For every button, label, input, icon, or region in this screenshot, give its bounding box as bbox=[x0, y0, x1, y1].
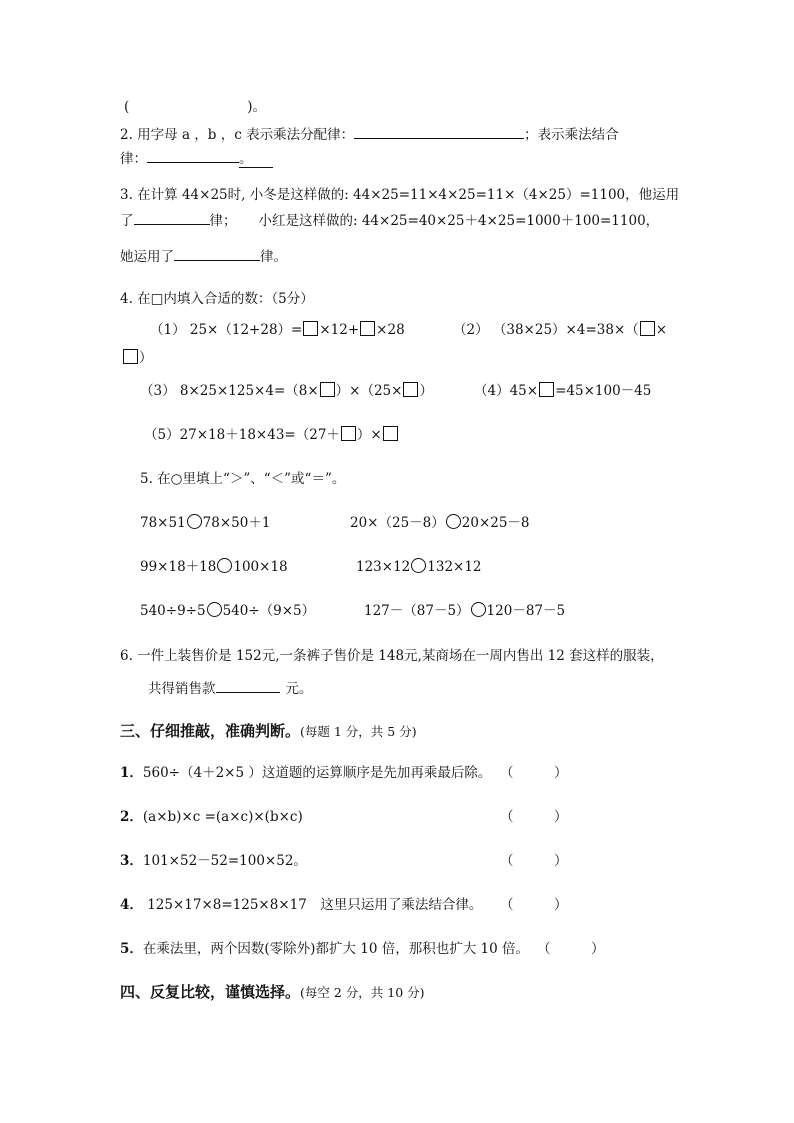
question-4-title: 4. 在□内填入合适的数：（5分） bbox=[120, 291, 314, 307]
q4-part-2-cont: ） bbox=[122, 349, 153, 367]
answer-box[interactable] bbox=[320, 382, 335, 397]
q1-tail: ( )。 bbox=[124, 99, 267, 115]
q4-part-4: （4）45× =45×100－45 bbox=[474, 383, 652, 399]
judge-paren-3[interactable]: （ ） bbox=[500, 853, 568, 869]
answer-blank[interactable] bbox=[134, 210, 210, 225]
question-3-line2: 了 律； 小红是这样做的: 44×25=40×25＋4×25=1000＋100=1100， bbox=[120, 210, 659, 230]
compare-circle[interactable] bbox=[187, 514, 202, 529]
q5-row-1-right: 20×（25－8） 20×25－8 bbox=[350, 515, 530, 531]
compare-circle[interactable] bbox=[207, 602, 222, 617]
answer-blank[interactable] bbox=[216, 678, 280, 693]
answer-blank[interactable] bbox=[174, 246, 260, 261]
judge-paren-2[interactable]: （ ） bbox=[500, 809, 568, 825]
compare-circle[interactable] bbox=[217, 558, 232, 573]
q4-part-2: （2） （38×25）×4=38×（ × bbox=[453, 322, 668, 338]
judge-paren-4[interactable]: （ ） bbox=[500, 897, 568, 913]
answer-box[interactable] bbox=[123, 349, 138, 364]
answer-box[interactable] bbox=[539, 382, 554, 397]
answer-box[interactable] bbox=[360, 321, 375, 336]
judge-item-2: 2．(a×b)×c =(a×c)×(b×c) bbox=[120, 809, 303, 825]
question-2-line2: 律： 。 bbox=[120, 148, 273, 168]
q5-row-3-left: 540÷9÷5 540÷（9×5） bbox=[140, 603, 316, 619]
answer-box[interactable] bbox=[403, 382, 418, 397]
compare-circle[interactable] bbox=[411, 558, 426, 573]
q4-part-5: （5）27×18＋18×43=（27＋ ）× bbox=[144, 426, 399, 444]
answer-box[interactable] bbox=[640, 321, 655, 336]
compare-circle[interactable] bbox=[446, 514, 461, 529]
question-6-line2: 共得销售款 元。 bbox=[148, 678, 313, 698]
q4-part-1: （1） 25×（12+28）= ×12+ ×28 bbox=[150, 322, 405, 338]
answer-blank[interactable] bbox=[147, 148, 239, 163]
question-2: 2. 用字母 a ，b ，c 表示乘法分配律： ；表示乘法结合 bbox=[120, 124, 619, 144]
q5-row-2-left: 99×18＋18 100×18 bbox=[140, 559, 288, 575]
section-4-heading: 四、反复比较，谨慎选择。(每空 2 分，共 10 分) bbox=[120, 983, 425, 1001]
judge-item-4: 4． 125×17×8=125×8×17 这里只运用了乘法结合律。 bbox=[120, 897, 483, 913]
answer-box[interactable] bbox=[303, 321, 318, 336]
judge-paren-5[interactable]: （ ） bbox=[536, 941, 605, 957]
q5-row-1-left: 78×51 78×50＋1 bbox=[140, 515, 271, 531]
question-6: 6. 一件上装售价是 152元,一条裤子售价是 148元,某商场在一周内售出 12 套这样的服装， bbox=[120, 648, 664, 664]
q5-row-2-right: 123×12 132×12 bbox=[356, 559, 482, 575]
judge-item-1: 1．560÷（4＋2×5 ）这道题的运算顺序是先加再乘最后除。 bbox=[120, 765, 492, 781]
question-5-title: 5. 在○里填上“＞”、“＜”或“＝”。 bbox=[140, 471, 346, 487]
question-3-line3: 她运用了 律。 bbox=[120, 246, 287, 266]
judge-item-3: 3．101×52－52=100×52。 bbox=[120, 853, 307, 869]
compare-circle[interactable] bbox=[471, 602, 486, 617]
q5-row-3-right: 127－（87－5） 120－87－5 bbox=[364, 603, 566, 619]
judge-item-5: 5．在乘法里，两个因数(零除外)都扩大 10 倍，那积也扩大 10 倍。 （ ） bbox=[120, 941, 605, 957]
question-3: 3. 在计算 44×25时, 小冬是这样做的: 44×25=11×4×25=11×（4×25）=1100，他运用 bbox=[120, 187, 680, 203]
judge-paren-1[interactable]: （ ） bbox=[500, 765, 568, 781]
answer-box[interactable] bbox=[341, 426, 356, 441]
answer-blank[interactable] bbox=[354, 124, 524, 139]
section-3-heading: 三、仔细推敲，准确判断。(每题 1 分，共 5 分) bbox=[120, 722, 417, 740]
q4-part-3: （3） 8×25×125×4=（8× ）×（25× ） bbox=[140, 383, 433, 399]
answer-box[interactable] bbox=[383, 426, 398, 441]
